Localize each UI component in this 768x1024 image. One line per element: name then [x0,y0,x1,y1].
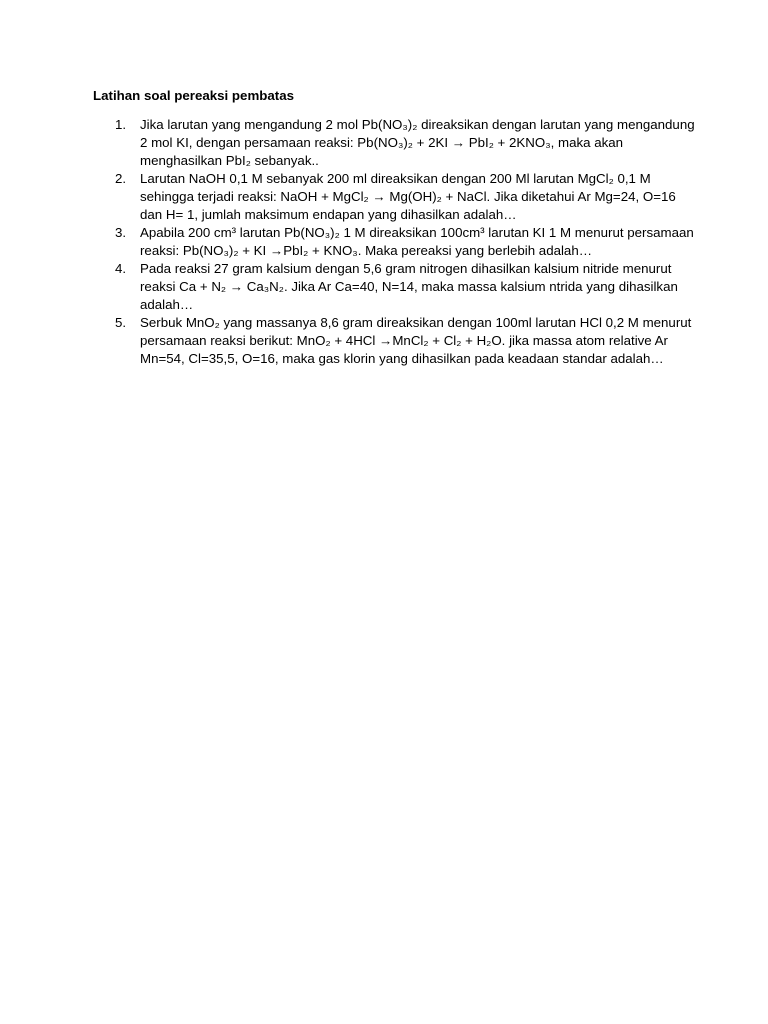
question-item [0,314,768,368]
question-number: 4. [115,261,127,276]
question-line: Apabila 200 cm³ larutan Pb(NO₃)₂ 1 M direaksikan 100cm³ larutan KI 1 M menurut persamaan [140,225,694,240]
question-line: Serbuk MnO₂ yang massanya 8,6 gram direaksikan dengan 100ml larutan HCl 0,2 M menurut [140,315,692,330]
question-line: menghasilkan PbI₂ sebanyak.. [140,153,319,168]
question-line: persamaan reaksi berikut: MnO₂ + 4HCl →MnCl₂ + Cl₂ + H₂O. jika massa atom relative Ar [140,333,668,348]
question-number: 2. [115,171,127,186]
question-line: reaksi Ca + N₂ → Ca₃N₂. Jika Ar Ca=40, N=14, maka massa kalsium ntrida yang dihasilkan [140,279,678,294]
question-line: reaksi: Pb(NO₃)₂ + KI →PbI₂ + KNO₃. Maka pereaksi yang berlebih adalah… [140,243,593,258]
question-item [0,224,768,260]
question-text [140,170,675,224]
question-line: sehingga terjadi reaksi: NaOH + MgCl₂ → Mg(OH)₂ + NaCl. Jika diketahui Ar Mg=24, O=16 [140,189,676,204]
question-line: Larutan NaOH 0,1 M sebanyak 200 ml direaksikan dengan 200 Ml larutan MgCl₂ 0,1 M [140,171,651,186]
question-text [140,314,692,368]
question-text [140,260,678,314]
question-line: Jika larutan yang mengandung 2 mol Pb(NO₃)₂ direaksikan dengan larutan yang mengandung [140,117,695,132]
question-text [140,116,695,170]
question-number: 1. [115,117,127,132]
question-item [0,116,768,170]
question-list [0,116,768,368]
question-item [0,170,768,224]
question-line: dan H= 1, jumlah maksimum endapan yang dihasilkan adalah… [140,207,517,222]
document-title: Latihan soal pereaksi pembatas [93,88,295,103]
question-line: Mn=54, Cl=35,5, O=16, maka gas klorin yang dihasilkan pada keadaan standar adalah… [140,351,664,366]
question-number: 3. [115,225,127,240]
question-item [0,260,768,314]
question-text [140,224,694,260]
question-line: Pada reaksi 27 gram kalsium dengan 5,6 gram nitrogen dihasilkan kalsium nitride menurut [140,261,672,276]
question-line: 2 mol KI, dengan persamaan reaksi: Pb(NO₃)₂ + 2KI → PbI₂ + 2KNO₃, maka akan [140,135,624,150]
question-line: adalah… [140,297,194,312]
question-number: 5. [115,315,127,330]
